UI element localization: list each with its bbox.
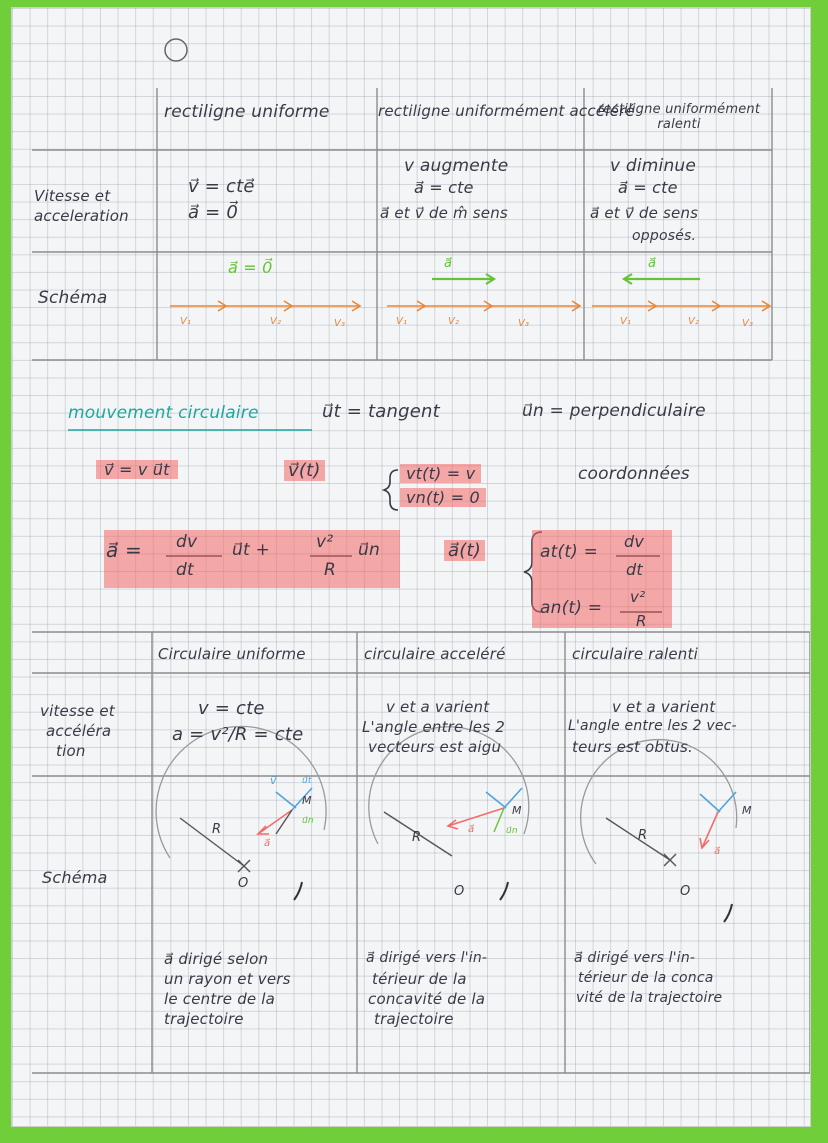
desc-uniforme-3: le centre de la <box>164 990 276 1008</box>
section-title-mouvement-circulaire: mouvement circulaire <box>68 403 259 423</box>
a-dt: dt <box>176 560 194 580</box>
v-of-t-label: v⃗(t) <box>284 460 325 481</box>
label-un-accelere: u⃗n <box>506 826 518 836</box>
desc-ralenti-3: vité de la trajectoire <box>576 990 723 1006</box>
accelere-v2: V₂ <box>448 316 460 327</box>
a-ut-plus: u⃗t + <box>232 540 270 560</box>
desc-accelere-3: concavité de la <box>368 990 486 1008</box>
label-a-accelere: a⃗ <box>468 824 475 835</box>
c-accelere-varient: v et a varient <box>386 698 490 716</box>
a-du: dv <box>176 532 198 552</box>
a-un: u⃗n <box>358 540 380 560</box>
circle-diagram-ralenti <box>581 740 737 922</box>
header-circulaire-ralenti: circulaire ralenti <box>572 645 698 663</box>
vt-component: vt(t) = v <box>400 464 481 483</box>
row2-vitesse-1: vitesse et <box>40 702 115 720</box>
label-ut-uniforme: u⃗t <box>302 776 312 786</box>
label-O-accelere: O <box>454 884 465 899</box>
desc-ralenti-1: a⃗ dirigé vers l'in- <box>574 950 696 966</box>
label-un-uniforme: u⃗n <box>302 816 314 826</box>
ralenti-a-cte: a⃗ = cte <box>618 178 678 197</box>
c-uniforme-a-formula: a = v²/R = cte <box>172 724 304 745</box>
uniforme-v3: V₃ <box>334 318 346 329</box>
desc-uniforme-2: un rayon et vers <box>164 970 291 988</box>
accelere-a-cte: a⃗ = cte <box>414 178 474 197</box>
an-radius: R <box>636 612 647 630</box>
punch-hole-icon <box>165 39 187 61</box>
label-a-ralenti: a⃗ <box>714 846 721 857</box>
row2-vitesse-3: tion <box>56 742 86 760</box>
label-a-uniforme: a⃗ <box>264 838 271 849</box>
desc-accelere-1: a⃗ dirigé vers l'in- <box>366 950 488 966</box>
notebook-page <box>12 8 810 1126</box>
header-rectiligne-ralenti: rectiligne uniformément ralenti <box>597 102 761 132</box>
label-R-accelere: R <box>412 830 422 845</box>
a-of-t-label: a⃗(t) <box>444 540 485 561</box>
label-v-uniforme: v⃗ <box>270 774 277 787</box>
row2-vitesse-2: accéléra <box>46 722 112 740</box>
desc-accelere-2: térieur de la <box>372 970 467 988</box>
un-perpendiculaire: u⃗n = perpendiculaire <box>522 401 706 421</box>
accelere-schema-a: a⃗ <box>444 256 453 271</box>
c-ralenti-angle: L'angle entre les 2 vec- <box>568 718 737 734</box>
desc-uniforme-1: a⃗ dirigé selon <box>164 950 269 968</box>
desc-accelere-4: trajectoire <box>374 1010 454 1028</box>
schema-ralenti <box>592 274 770 311</box>
a-radius: R <box>324 560 337 580</box>
uniforme-schema-a: a⃗ = 0⃗ <box>228 258 273 277</box>
header-rectiligne-uniforme: rectiligne uniforme <box>164 102 330 122</box>
c-ralenti-obtus: teurs est obtus. <box>572 738 693 756</box>
desc-uniforme-4: trajectoire <box>164 1010 244 1028</box>
at-component: at(t) = <box>540 542 599 562</box>
accelere-meme-sens: a⃗ et v⃗ de m̂ sens <box>380 204 508 222</box>
ut-tangent: u⃗t = tangent <box>322 401 440 422</box>
uniforme-v1: V₁ <box>180 316 192 327</box>
header-rectiligne-accelere: rectiligne uniformément accéléré <box>378 102 635 120</box>
accelere-v3: V₃ <box>518 318 530 329</box>
ralenti-v3: V₃ <box>742 318 754 329</box>
c-ralenti-varient: v et a varient <box>612 698 716 716</box>
uniforme-a-zero: a⃗ = 0⃗ <box>188 202 239 223</box>
header-circulaire-accelere: circulaire acceléré <box>364 645 506 663</box>
at-dt: dt <box>626 560 643 579</box>
schema-uniforme <box>170 301 360 311</box>
row-vitesse-acceleration: Vitesse et acceleration <box>34 187 129 225</box>
a-lhs: a⃗ = <box>106 538 142 562</box>
ralenti-v2: V₂ <box>688 316 700 327</box>
desc-ralenti-2: térieur de la conca <box>578 970 714 986</box>
an-component: an(t) = <box>540 598 603 618</box>
row2-schema: Schéma <box>42 868 108 887</box>
ralenti-schema-a: a⃗ <box>648 256 657 271</box>
label-M-ralenti: M <box>742 804 752 817</box>
c-accelere-aigu: vecteurs est aigu <box>368 738 502 756</box>
schema-accelere <box>387 274 580 311</box>
vn-component: vn(t) = 0 <box>400 488 486 507</box>
v-equals-v-ut: v⃗ = v u⃗t <box>96 460 178 479</box>
uniforme-v2: V₂ <box>270 316 282 327</box>
ralenti-v1: V₁ <box>620 316 632 327</box>
uniforme-v-cte: v⃗ = cte⃗ <box>188 176 255 197</box>
ralenti-v-diminue: v diminue <box>610 156 697 176</box>
circle-diagram-uniforme <box>156 726 326 900</box>
label-O-uniforme: O <box>238 876 249 891</box>
coordonnees-label: coordonnées <box>578 464 690 484</box>
an-v-squared: v² <box>630 588 646 606</box>
c-uniforme-v-cte: v = cte <box>198 698 265 719</box>
ralenti-opposes: opposés. <box>632 228 697 244</box>
label-R-ralenti: R <box>638 828 648 843</box>
c-accelere-angle: L'angle entre les 2 <box>362 718 505 736</box>
header-circulaire-uniforme: Circulaire uniforme <box>158 645 306 663</box>
accelere-v1: V₁ <box>396 316 408 327</box>
ralenti-sens: a⃗ et v⃗ de sens <box>590 204 699 222</box>
label-O-ralenti: O <box>680 884 691 899</box>
a-v-squared: v² <box>316 532 334 552</box>
accelere-v-augmente: v augmente <box>404 156 509 176</box>
label-M-accelere: M <box>512 804 522 817</box>
at-du: dv <box>624 532 645 551</box>
row-schema: Schéma <box>38 288 108 308</box>
label-R-uniforme: R <box>212 822 222 837</box>
label-M-uniforme: M <box>302 794 312 807</box>
